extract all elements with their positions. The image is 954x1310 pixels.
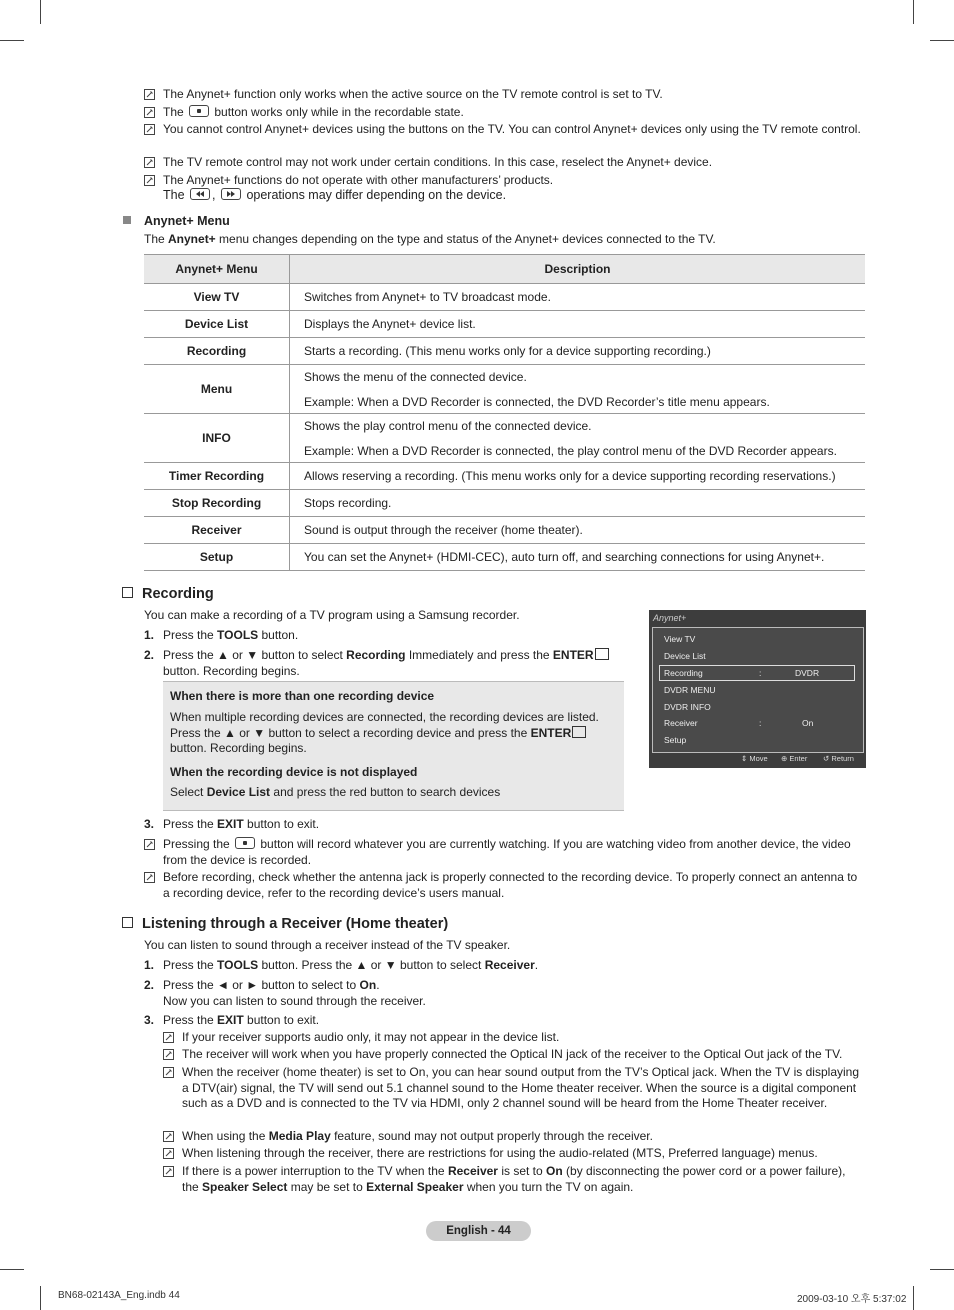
osd-sep: : (759, 718, 762, 728)
crop-mark (930, 1269, 954, 1270)
note (144, 155, 864, 171)
recording-intro: You can make a recording of a TV program using a Samsung recorder. (144, 608, 520, 622)
bullet-square-icon (123, 216, 131, 224)
osd-value: DVDR (795, 668, 820, 678)
recording-info-box (163, 681, 624, 811)
table-row: Receiver Sound is output through the receiver (home theater). (144, 517, 865, 544)
note (144, 870, 864, 901)
anynet-osd-screenshot (649, 610, 866, 768)
note-text: The TV remote control may not work under certain conditions. In this case, reselect the Anynet+ device. (163, 155, 713, 169)
note (144, 122, 864, 138)
osd-enter: ⊕ Enter (781, 754, 808, 763)
note-text: When the receiver (home theater) is set to On, you can hear sound output from the TV’s Optical jack. When the TV is displaying a DTV(air) signal, the TV will send out 5.1 channel sound to the Home theater receiver. When the source is a digital component such as a DVD and is connected to the TV via HDMI, only 2 channel sound will be heard from the Home Theater receiver. (182, 1065, 860, 1110)
note-text: You cannot control Anynet+ devices using the buttons on the TV. You can control Anynet+ devices only using the TV remote control. (163, 122, 861, 136)
note (144, 87, 864, 103)
crop-mark (0, 40, 24, 41)
note (163, 1129, 865, 1145)
note-icon (144, 157, 155, 168)
note (144, 105, 864, 121)
table-header: Description (290, 255, 866, 284)
crop-mark (0, 1269, 24, 1270)
updown-icon: ⇕ (741, 754, 748, 763)
note-icon (144, 89, 155, 100)
ops-note: The , operations may differ depending on the device. (163, 188, 507, 202)
receiver-step-1: 1. Press the TOOLS button. Press the ▲ or ▼ button to select Receiver. (144, 958, 539, 972)
osd-item: Device List (664, 651, 706, 661)
note-icon (144, 872, 155, 883)
osd-item: DVDR INFO (664, 702, 711, 712)
anynet-menu-heading: Anynet+ Menu (144, 214, 230, 228)
note-icon (163, 1131, 174, 1142)
recording-step-3: 3. Press the EXIT button to exit. (144, 817, 320, 831)
note-icon (163, 1049, 174, 1060)
note-text: Before recording, check whether the antenna jack is properly connected to the recording device. To properly connect an antenna to a recording device, refer to the recording device’s users manual. (163, 870, 858, 900)
note-icon (144, 124, 155, 135)
page-number-label: English - 44 (426, 1221, 531, 1241)
note-icon (144, 107, 155, 118)
anynet-logo: Anynet+ (653, 613, 687, 623)
receiver-section-title: Listening through a Receiver (Home theater) (122, 916, 448, 932)
enter-icon: ⊕ (781, 754, 788, 763)
note-text: The receiver will work when you have properly connected the Optical IN jack of the receiver to the Optical Out jack of the TV. (182, 1047, 843, 1061)
note (163, 1047, 865, 1063)
receiver-intro: You can listen to sound through a receiver instead of the TV speaker. (144, 938, 511, 952)
crop-mark (913, 0, 914, 24)
note-text: The button works only while in the recordable state. (163, 105, 464, 119)
anynet-menu-intro: The Anynet+ menu changes depending on the type and status of the Anynet+ devices connected to the TV. (144, 232, 716, 246)
table-row: Device List Displays the Anynet+ device list. (144, 311, 865, 338)
note (163, 1030, 865, 1046)
osd-item: Setup (664, 735, 687, 745)
note (163, 1065, 865, 1112)
rewind-button-icon (190, 188, 210, 200)
return-icon: ↺ (823, 754, 830, 763)
note-text: The Anynet+ functions do not operate with other manufacturers’ products. (163, 173, 554, 187)
osd-move: ⇕ Move (741, 754, 768, 763)
enter-icon (572, 726, 586, 738)
enter-icon (595, 648, 609, 660)
note-icon (144, 839, 155, 850)
note-icon (144, 175, 155, 186)
crop-mark (930, 40, 954, 41)
table-header: Anynet+ Menu (144, 255, 290, 284)
osd-sep: : (759, 668, 762, 678)
footer-file-name: BN68-02143A_Eng.indb 44 (58, 1290, 180, 1301)
table-row: Recording Starts a recording. (This menu works only for a device supporting recording.) (144, 338, 865, 365)
note-text: Pressing the button will record whatever you are currently watching. If you are watching video from another device, the video from the device is recorded. (163, 837, 851, 867)
record-button-icon (189, 105, 209, 117)
table-row: Stop Recording Stops recording. (144, 490, 865, 517)
table-row: View TV Switches from Anynet+ to TV broadcast mode. (144, 284, 865, 311)
note (144, 173, 864, 189)
info-text: When multiple recording devices are connected, the recording devices are listed. Press the ▲ or ▼ button to select a recording device and press the ENTER button. Recording begins. (170, 710, 599, 755)
note-text: The Anynet+ function only works when the active source on the TV remote control is set to TV. (163, 87, 663, 101)
checkbox-square-icon (122, 587, 133, 598)
footer-timestamp: 2009-03-10 오후 5:37:02 (797, 1294, 907, 1305)
table-row: INFO Shows the play control menu of the connected device. Example: When a DVD Recorder is connected, the play control menu of the DVD Recorder appears. (144, 414, 865, 463)
fast-forward-button-icon (221, 188, 241, 200)
anynet-menu-table (144, 254, 865, 571)
osd-item: DVDR MENU (664, 685, 716, 695)
crop-mark (40, 0, 41, 24)
record-button-icon (235, 837, 255, 849)
info-heading: When the recording device is not displayed (170, 765, 418, 779)
crop-mark (913, 1286, 914, 1310)
recording-step-2: 2. Press the ▲ or ▼ button to select Recording Immediately and press the ENTER button. Recording begins. (144, 648, 624, 679)
note (144, 837, 864, 868)
info-heading: When there is more than one recording device (170, 689, 435, 703)
info-text: Select Device List and press the red button to search devices (170, 785, 501, 799)
note (163, 1164, 865, 1195)
receiver-step-2: 2. Press the ◄ or ► button to select to On. Now you can listen to sound through the receiver. (144, 978, 426, 1008)
table-row: Timer Recording Allows reserving a recording. (This menu works only for a device supporting recording reservations.) (144, 463, 865, 490)
osd-value: On (802, 718, 814, 728)
note-icon (163, 1067, 174, 1078)
recording-section-title: Recording (122, 586, 214, 602)
checkbox-square-icon (122, 917, 133, 928)
osd-item: Recording (664, 668, 703, 678)
note-text: If your receiver supports audio only, it may not appear in the device list. (182, 1030, 560, 1044)
table-row: Setup You can set the Anynet+ (HDMI-CEC), auto turn off, and searching connections for using Anynet+. (144, 544, 865, 571)
crop-mark (40, 1286, 41, 1310)
table-row: Menu Shows the menu of the connected device. Example: When a DVD Recorder is connected, the DVD Recorder’s title menu appears. (144, 365, 865, 414)
note-text: If there is a power interruption to the TV when the Receiver is set to On (by disconnecting the power cord or a power failure), the Speaker Select may be set to External Speaker when you turn the TV on again. (182, 1164, 846, 1194)
note-icon (163, 1032, 174, 1043)
note-text: When using the Media Play feature, sound may not output properly through the receiver. (182, 1129, 653, 1143)
note-text: When listening through the receiver, there are restrictions for using the audio-related (MTS, Preferred language) menus. (182, 1146, 818, 1160)
osd-menu-panel (652, 627, 864, 753)
note (163, 1146, 865, 1162)
receiver-step-3: 3. Press the EXIT button to exit. (144, 1013, 320, 1027)
osd-item: Receiver (664, 718, 698, 728)
note-icon (163, 1166, 174, 1177)
osd-item: View TV (664, 634, 696, 644)
note-icon (163, 1148, 174, 1159)
osd-return: ↺ Return (823, 754, 854, 763)
recording-step-1: 1. Press the TOOLS button. (144, 628, 299, 642)
